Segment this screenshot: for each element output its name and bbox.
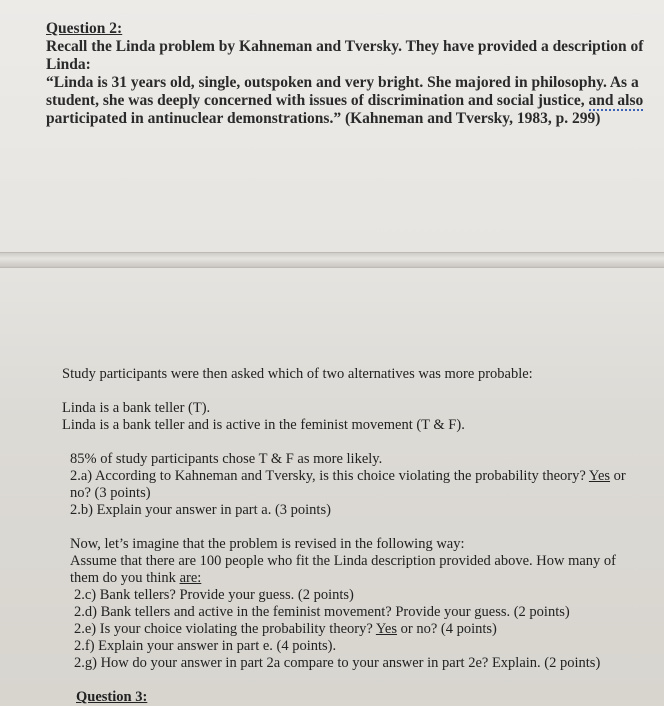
study-section [62, 366, 642, 706]
option-tf: Linda is a bank teller and is active in the feminist movement (T & F). [62, 417, 465, 433]
question-2e-yes: Yes [375, 621, 397, 637]
question-2b: 2.b) Explain your answer in part a. (3 points) [70, 502, 331, 518]
question-2a-text: 2.a) According to Kahneman and Tversky, is this choice violating the probability theory? [70, 468, 586, 484]
linda-quote-text: “Linda is 31 years old, single, outspoken and very bright. She majored in philosophy. As a student, she was deeply concerned with issues of discrimination and social justice, [46, 74, 639, 109]
study-prompt: Study participants were then asked which of two alternatives was more probable: [62, 366, 533, 382]
question-3-title: Question 3: [76, 689, 148, 705]
linda-quote [46, 74, 646, 128]
question-2e-end: or no? (4 points) [400, 621, 497, 637]
question-2a-end: or no? (3 points) [70, 468, 626, 501]
question-2-section [46, 20, 646, 128]
linda-quote-and-also: and also [588, 92, 644, 109]
question-2e [62, 621, 642, 638]
revised-assume [62, 553, 642, 587]
revised-intro: Now, let’s imagine that the problem is revised in the following way: [70, 536, 465, 552]
question-2e-text: 2.e) Is your choice violating the probability theory? [74, 621, 373, 637]
question-2a-yes: Yes [588, 468, 611, 484]
study-result: 85% of study participants chose T & F as more likely. [70, 451, 383, 467]
question-2a [62, 468, 642, 502]
question-2g: 2.g) How do your answer in part 2a compare to your answer in part 2e? Explain. (2 points) [74, 655, 601, 671]
revised-assume-text: Assume that there are 100 people who fit the Linda description provided above. How many of them do you think [70, 553, 617, 586]
question-2-title: Question 2: [46, 20, 123, 37]
revised-assume-are: are: [179, 570, 202, 586]
option-t: Linda is a bank teller (T). [62, 400, 211, 416]
question-2c: 2.c) Bank tellers? Provide your guess. (2 points) [74, 587, 354, 603]
page-divider [0, 252, 664, 268]
question-2-intro: Recall the Linda problem by Kahneman and Tversky. They have provided a description of Linda: [46, 38, 644, 73]
question-2d: 2.d) Bank tellers and active in the feminist movement? Provide your guess. (2 points) [74, 604, 570, 620]
question-2f: 2.f) Explain your answer in part e. (4 points). [74, 638, 337, 654]
linda-quote-end: participated in antinuclear demonstrations.” (Kahneman and Tversky, 1983, p. 299) [46, 110, 601, 127]
